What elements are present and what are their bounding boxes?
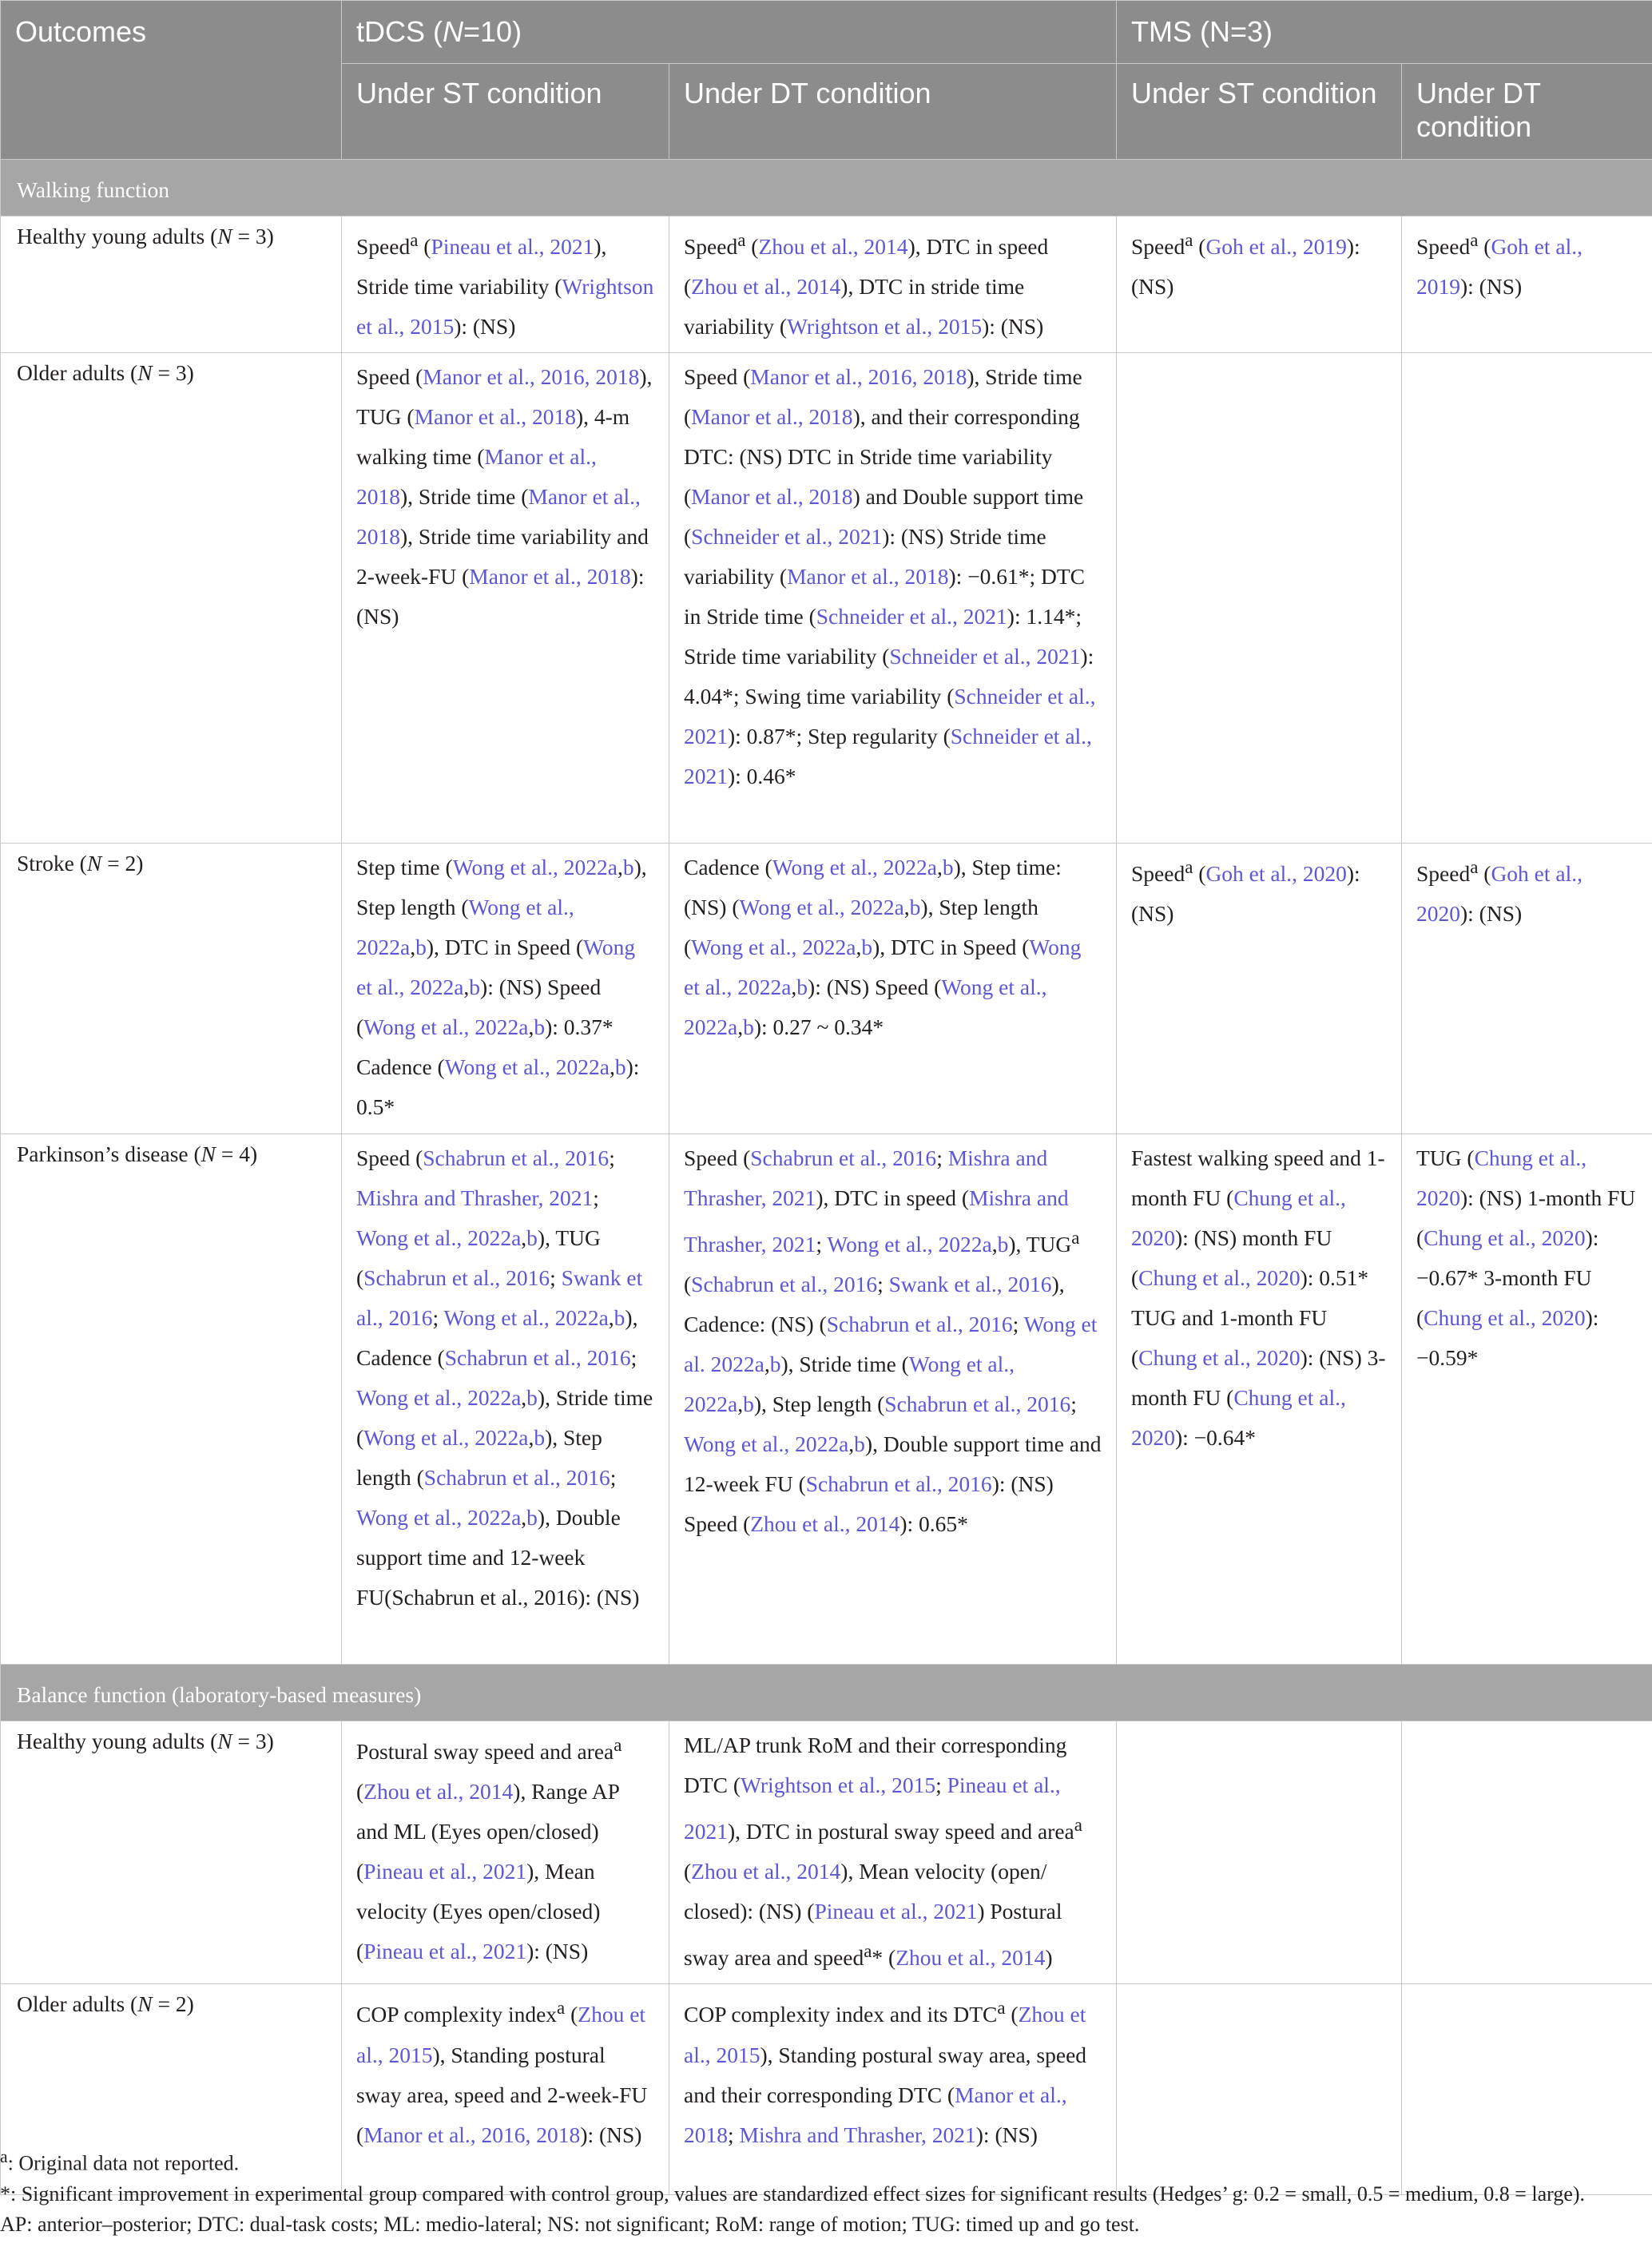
cell-text: TUG ( (1416, 1145, 1475, 1171)
cell-text: ), Stride time variability and 2-week-FU ( (356, 524, 649, 590)
citation-link[interactable]: Wong et al., 2022a (684, 975, 1047, 1040)
cell-text: Speed (356, 234, 411, 260)
citation-link[interactable]: Wrightson et al., 2015 (787, 314, 983, 339)
header-tms: TMS (N=3) (1117, 1, 1652, 64)
cell-text: COP complexity index (356, 2002, 558, 2027)
cell-text: ( (356, 1779, 364, 1804)
cell-text: ): 0.37* Cadence ( (356, 1014, 614, 1080)
citation-link[interactable]: Schneider et al., 2021 (816, 604, 1007, 629)
cell-text: ; (728, 2122, 740, 2147)
cell-text: , (936, 855, 943, 880)
citation-link[interactable]: Wrightson et al., 2015 (356, 274, 654, 339)
cell-text: ): (NS) 1-month FU ( (1416, 1185, 1636, 1251)
citation-link[interactable]: b (614, 1054, 626, 1080)
citation-link[interactable]: Zhou et al., 2014 (691, 274, 841, 300)
cell-text: ; (432, 1305, 444, 1331)
cell-text: ), DTC in speed ( (684, 234, 1049, 300)
citation-link[interactable]: b (534, 1014, 546, 1040)
cell-text: ; (609, 1145, 615, 1171)
cell-text: ): (NS) Speed ( (808, 975, 942, 1000)
citation-link[interactable]: Wong et al., 2022a (684, 1431, 849, 1457)
citation-link[interactable]: Wong et al., 2022a (443, 1305, 609, 1331)
cell-tdcs-st (342, 844, 669, 1134)
cell-text: ; (816, 1232, 828, 1257)
cell-text: Speed ( (356, 364, 423, 390)
header-tdcs-st: Under ST condition (342, 64, 669, 160)
cell-text: ): (NS) Speed ( (684, 1471, 1054, 1537)
cell-text: ), Mean velocity (open/ closed): (NS) ( (684, 1859, 1047, 1924)
table-row (1, 1721, 1652, 1984)
cell-text: ( (684, 1272, 692, 1297)
cell-text: ( (1478, 234, 1491, 260)
cell-text: ), Step time: (NS) ( (684, 855, 1062, 920)
row-label: Older adults (N = 2) (1, 1984, 342, 2195)
cell-text: Step time ( (356, 855, 453, 880)
cell-text: Speed (1131, 234, 1185, 260)
cell-text: ), Stride time ( (400, 484, 529, 510)
cell-text: ): (NS) (982, 314, 1044, 339)
citation-link[interactable]: Wong et al., 2022a (356, 1385, 522, 1411)
cell-text: , (856, 935, 862, 960)
citation-link[interactable]: Zhou et al., 2014 (691, 1859, 841, 1884)
cell-tdcs-dt (669, 1134, 1117, 1665)
cell-text: ), Step length ( (356, 1425, 602, 1491)
citation-link[interactable]: Zhou et al., 2014 (758, 234, 908, 260)
cell-text: ), Step length ( (753, 1392, 885, 1417)
cell-text: ): (NS) (454, 314, 516, 339)
cell-text: ) Postural sway area and speed (684, 1899, 1062, 1971)
cell-text: , (521, 1225, 527, 1251)
superscript-mark: a (737, 230, 746, 250)
citation-link[interactable]: Schabrun et al., 2016 (884, 1392, 1071, 1417)
cell-text: ): 0.65* (899, 1511, 968, 1537)
citation-link[interactable]: b (769, 1352, 781, 1377)
cell-text: ): (NS) (1460, 901, 1523, 927)
cell-text: , (737, 1014, 744, 1040)
citation-link[interactable]: Chung et al., 2020 (1131, 1185, 1346, 1251)
superscript-mark: a (614, 1735, 622, 1756)
citation-link[interactable]: b (743, 1392, 754, 1417)
citation-link[interactable]: Schabrun et al., 2016 (691, 1272, 878, 1297)
citation-link[interactable]: Manor et al., 2018 (356, 444, 597, 510)
citation-link[interactable]: Chung et al., 2020 (1416, 1145, 1587, 1211)
citation-link[interactable]: Zhou et al., 2015 (356, 2002, 646, 2067)
row-label: Healthy young adults (N = 3) (1, 216, 342, 353)
cell-text: ), Stride time ( (684, 364, 1082, 430)
superscript-mark: a (1185, 857, 1193, 878)
cell-text: ), TUG ( (356, 1225, 601, 1291)
footnote-a: $^a$: Original data not reported. (0, 2147, 240, 2175)
citation-link[interactable]: Wong et al., 2022a (691, 935, 856, 960)
footnote-abbreviations: AP: anterior–posterior; DTC: dual-task costs; ML: medio-lateral; NS: not significant; RoM: range of motion; TUG: timed up and go test. (0, 2212, 1140, 2236)
citation-link[interactable]: Swank et al., 2016 (888, 1272, 1052, 1297)
cell-tdcs-dt (669, 844, 1117, 1134)
cell-text: ): −0.59* (1416, 1305, 1599, 1371)
citation-link[interactable]: b (942, 855, 954, 880)
citation-link[interactable]: b (909, 895, 921, 920)
cell-text: ): −0.67* 3-month FU ( (1416, 1225, 1599, 1331)
cell-tms-dt (1402, 844, 1652, 1134)
superscript-mark: a (1071, 1228, 1080, 1249)
cell-text: ( (684, 1859, 692, 1884)
footnote-significance: *: Significant improvement in experimental group compared with control group, values are standardized effect sizes for significant results (Hedges’ g: 0.2 = small, 0.5 = medium, 0.8 = large). (0, 2182, 1586, 2205)
cell-text: , (521, 1385, 527, 1411)
cell-tdcs-st (342, 1134, 669, 1665)
citation-link[interactable]: Swank et al., 2016 (356, 1265, 643, 1331)
header-outcomes: Outcomes (1, 1, 342, 160)
cell-text: ): (NS) (1460, 274, 1523, 300)
citation-link[interactable]: Pineau et al., 2021 (363, 1859, 527, 1884)
citation-link[interactable]: b (622, 855, 634, 880)
cell-text: ), DTC in Speed ( (426, 935, 584, 960)
table-row (1, 1134, 1652, 1665)
cell-text: Speed ( (684, 1145, 751, 1171)
cell-text: Speed ( (356, 1145, 423, 1171)
cell-text: ; (935, 1773, 947, 1798)
citation-link[interactable]: b (469, 975, 481, 1000)
citation-link[interactable]: Zhou et al., 2014 (363, 1779, 514, 1804)
cell-text: ; (1070, 1392, 1077, 1417)
header-tms-st: Under ST condition (1117, 64, 1402, 160)
cell-text: * ( (872, 1945, 896, 1971)
cell-text: , (903, 895, 910, 920)
cell-text: ): (NS) (975, 2122, 1038, 2147)
cell-text: ): (NS) (1131, 234, 1360, 300)
citation-link[interactable]: Manor et al., 2018 (469, 564, 631, 590)
cell-text: ( (745, 234, 759, 260)
citation-link[interactable]: Wong et al., 2022a (739, 895, 904, 920)
superscript-mark: a (557, 1998, 566, 2019)
row-label: Healthy young adults (N = 3) (1, 1721, 342, 1984)
cell-text: ): 1.14*; Stride time variability ( (684, 604, 1082, 669)
cell-text: , (521, 1505, 527, 1531)
citation-link[interactable]: b (614, 1305, 625, 1331)
cell-text: Postural sway speed and area (356, 1739, 614, 1765)
cell-tms-st (1117, 1721, 1402, 1984)
cell-text: ( (1005, 2002, 1019, 2027)
citation-link[interactable]: Schneider et al., 2021 (889, 644, 1081, 669)
citation-link[interactable]: b (854, 1431, 865, 1457)
cell-text: ): (NS) (526, 1939, 589, 1964)
citation-link[interactable]: Schabrun et al., 2016 (805, 1471, 992, 1497)
citation-link[interactable]: Manor et al., 2018 (684, 2082, 1067, 2147)
citation-link[interactable]: b (743, 1014, 754, 1040)
citation-link[interactable]: b (861, 935, 873, 960)
citation-link[interactable]: b (796, 975, 808, 1000)
superscript-mark: a (1185, 230, 1193, 250)
cell-text: ): 0.51* TUG and 1-month FU ( (1131, 1265, 1369, 1371)
cell-text: ): (NS) (356, 564, 645, 629)
citation-link[interactable]: Mishra and Thrasher, 2021 (739, 2122, 976, 2147)
cell-tms-st (1117, 216, 1402, 353)
cell-text: ( (1478, 861, 1491, 887)
cell-text: ), DTC in Speed ( (872, 935, 1030, 960)
citation-link[interactable]: Manor et al., 2016, 2018 (423, 364, 640, 390)
cell-text: Speed (1416, 234, 1471, 260)
cell-text: ) (1045, 1945, 1053, 1971)
cell-tdcs-st (342, 216, 669, 353)
citation-link[interactable]: Manor et al., 2018 (787, 564, 949, 590)
table-footnotes (0, 2142, 1646, 2240)
citation-link[interactable]: Mishra and Thrasher, 2021 (356, 1185, 594, 1211)
citation-link[interactable]: Schneider et al., 2021 (684, 684, 1096, 749)
cell-text: ): 4.04*; Swing time variability ( (684, 644, 1094, 709)
citation-link[interactable]: Pineau et al., 2021 (431, 234, 594, 260)
citation-link[interactable]: Manor et al., 2016, 2018 (363, 2122, 581, 2147)
table-row (1, 353, 1652, 844)
table-row (1, 844, 1652, 1134)
cell-text: ), Step length ( (684, 895, 1038, 960)
cell-text: , (410, 935, 416, 960)
citation-link[interactable]: Zhou et al., 2014 (750, 1511, 900, 1537)
cell-text: ), 4-m walking time ( (356, 404, 630, 470)
citation-link[interactable]: Wong et al., 2022a (356, 935, 636, 1000)
citation-link[interactable]: Wong et al., 2022a (772, 855, 937, 880)
cell-text: ): (NS) 3-month FU ( (1131, 1345, 1386, 1411)
cell-text: ): −0.61*; DTC in Stride time ( (684, 564, 1086, 629)
cell-text: , (991, 1232, 998, 1257)
cell-text: Speed ( (684, 364, 751, 390)
citation-link[interactable]: Wong et al., 2022a (363, 1425, 529, 1451)
cell-text: Schabrun et al., 2016 (391, 1585, 578, 1610)
row-label: Older adults (N = 3) (1, 353, 342, 844)
citation-link[interactable]: b (997, 1232, 1009, 1257)
citation-link[interactable]: Schabrun et al., 2016 (363, 1265, 550, 1291)
cell-text: , (528, 1425, 534, 1451)
citation-link[interactable]: Chung et al., 2020 (1424, 1305, 1586, 1331)
cell-text: ): 0.27 ~ 0.34* (753, 1014, 884, 1040)
cell-text: , (608, 1305, 614, 1331)
cell-text: Speed (1416, 861, 1471, 887)
cell-text: ): (NS) Speed ( (356, 975, 602, 1040)
citation-link[interactable]: Manor et al., 2018 (414, 404, 576, 430)
cell-tms-st (1117, 1134, 1402, 1665)
citation-link[interactable]: Wong et al., 2022a (444, 1054, 610, 1080)
citation-link[interactable]: Manor et al., 2018 (356, 484, 641, 550)
cell-text: ): (NS) month FU ( (1131, 1225, 1332, 1291)
cell-text: ), Stride time ( (356, 1385, 653, 1451)
cell-text: ): 0.87*; Step regularity ( (728, 724, 951, 749)
cell-text: ): (NS) (578, 1585, 640, 1610)
cell-text: ), DTC in stride time variability ( (684, 274, 1025, 339)
cell-text: ), Step length ( (356, 855, 647, 920)
superscript-mark: a (410, 230, 419, 250)
row-label: Stroke (N = 2) (1, 844, 342, 1134)
cell-tms-st (1117, 353, 1402, 844)
citation-link[interactable]: Schabrun et al., 2016 (444, 1345, 631, 1371)
citation-link[interactable]: Manor et al., 2018 (691, 484, 853, 510)
cell-text: ): (NS) Stride time variability ( (684, 524, 1046, 590)
cell-text: ), Double support time and 12-week FU( (356, 1505, 621, 1610)
citation-link[interactable]: Goh et al., 2020 (1205, 861, 1347, 887)
cell-text: ): (NS) (1131, 861, 1360, 927)
superscript-mark: a (1470, 857, 1479, 878)
citation-link[interactable]: Goh et al., 2019 (1205, 234, 1347, 260)
header-tdcs: tDCS (N=10) (342, 1, 1117, 64)
citation-link[interactable]: Goh et al., 2020 (1416, 861, 1583, 927)
cell-text: ( (1193, 234, 1206, 260)
cell-text: ), DTC in postural sway speed and area (728, 1819, 1074, 1844)
cell-text: ): (NS) (580, 2122, 642, 2147)
cell-text: ; (936, 1145, 948, 1171)
cell-text: ), DTC in speed ( (816, 1185, 970, 1211)
citation-link[interactable]: Wong et al., 2022a (684, 1352, 1015, 1417)
cell-text: ), Mean velocity (Eyes open/closed) ( (356, 1859, 601, 1964)
cell-text: , (609, 1054, 615, 1080)
superscript-mark: a (1074, 1815, 1082, 1836)
citation-link[interactable]: Schabrun et al., 2016 (826, 1312, 1013, 1337)
header-tms-dt: Under DT condition (1402, 64, 1652, 160)
cell-text: , (791, 975, 797, 1000)
cell-text: ), Double support time and 12-week FU ( (684, 1431, 1102, 1497)
cell-text: ), Cadence ( (356, 1305, 638, 1371)
citation-link[interactable]: Schabrun et al., 2016 (423, 1465, 610, 1491)
cell-tdcs-dt (669, 216, 1117, 353)
cell-text: ), Stride time ( (780, 1352, 909, 1377)
cell-text: , (764, 1352, 770, 1377)
cell-tms-dt (1402, 1721, 1652, 1984)
cell-text: , (463, 975, 470, 1000)
cell-text: ML/AP trunk RoM and their corresponding DTC ( (684, 1733, 1067, 1798)
citation-link[interactable]: Wong et al., 2022a (363, 1014, 529, 1040)
cell-text: ( (1193, 861, 1206, 887)
cell-text: ( (565, 2002, 578, 2027)
citation-link[interactable]: b (526, 1225, 538, 1251)
superscript-mark: a (864, 1941, 872, 1962)
citation-link[interactable]: Wong et al., 2022a (827, 1232, 992, 1257)
cell-text: ), Standing postural sway area, speed and their corresponding DTC ( (684, 2042, 1087, 2107)
citation-link[interactable]: Pineau et al., 2021 (814, 1899, 978, 1924)
cell-text: COP complexity index and its DTC (684, 2002, 998, 2027)
cell-text: ), Cadence: (NS) ( (684, 1272, 1065, 1337)
cell-text: ), Standing postural sway area, speed and 2-week-FU ( (356, 2042, 648, 2147)
citation-link[interactable]: Wrightson et al., 2015 (741, 1773, 936, 1798)
citation-link[interactable]: b (526, 1385, 538, 1411)
citation-link[interactable]: Wong et al., 2022a (452, 855, 618, 880)
citation-link[interactable]: Wong et al., 2022a (356, 1225, 522, 1251)
cell-tdcs-st (342, 1721, 669, 1984)
citation-link[interactable]: Pineau et al., 2021 (363, 1939, 527, 1964)
cell-text: ), Stride time variability ( (356, 234, 607, 300)
cell-text: ; (593, 1185, 599, 1211)
cell-text: ): 0.46* (728, 764, 796, 789)
cell-tdcs-st (342, 353, 669, 844)
cell-text: ): −0.64* (1175, 1425, 1257, 1451)
citation-link[interactable]: b (415, 935, 427, 960)
cell-text: Speed (684, 234, 738, 260)
cell-tdcs-dt (669, 353, 1117, 844)
citation-link[interactable]: Manor et al., 2018 (691, 404, 853, 430)
citation-link[interactable]: Mishra and Thrasher, 2021 (684, 1145, 1048, 1211)
citation-link[interactable]: Manor et al., 2016, 2018 (750, 364, 967, 390)
header-tdcs-dt: Under DT condition (669, 64, 1117, 160)
citation-link[interactable]: Wong et al., 2022a (356, 1505, 522, 1531)
superscript-mark: a (1470, 230, 1479, 250)
cell-text: Speed (1131, 861, 1185, 887)
cell-text: ; (1012, 1312, 1024, 1337)
cell-tms-dt (1402, 216, 1652, 353)
citation-link[interactable]: Chung et al., 2020 (1138, 1345, 1301, 1371)
cell-text: ), TUG (1008, 1232, 1072, 1257)
citation-link[interactable]: Chung et al., 2020 (1131, 1385, 1346, 1451)
section-balance: Balance function (laboratory-based measures) (1, 1665, 1652, 1721)
cell-text: ), Range AP and ML (Eyes open/closed) ( (356, 1779, 619, 1884)
cell-tms-st (1117, 844, 1402, 1134)
citation-link[interactable]: Wong et al., 2022a (356, 895, 574, 960)
citation-link[interactable]: Wong et al., 2022a (684, 935, 1082, 1000)
row-label: Parkinson’s disease (N = 4) (1, 1134, 342, 1665)
table-row (1, 216, 1652, 353)
cell-tms-dt (1402, 1134, 1652, 1665)
cell-text: Cadence ( (684, 855, 772, 880)
citation-link[interactable]: Schabrun et al., 2016 (750, 1145, 937, 1171)
superscript-mark: a (997, 1998, 1006, 2019)
citation-link[interactable]: Goh et al., 2019 (1416, 234, 1583, 300)
cell-tms-dt (1402, 353, 1652, 844)
cell-text: ( (418, 234, 431, 260)
citation-link[interactable]: Chung et al., 2020 (1138, 1265, 1301, 1291)
cell-text: ; (550, 1265, 562, 1291)
citation-link[interactable]: Schneider et al., 2021 (691, 524, 883, 550)
section-walking: Walking function (1, 160, 1652, 216)
citation-link[interactable]: b (534, 1425, 546, 1451)
cell-text: , (848, 1431, 855, 1457)
citation-link[interactable]: Zhou et al., 2015 (684, 2002, 1086, 2067)
cell-text: , (737, 1392, 744, 1417)
cell-text: , (528, 1014, 534, 1040)
citation-link[interactable]: Schabrun et al., 2016 (423, 1145, 610, 1171)
citation-link[interactable]: Mishra and Thrasher, 2021 (684, 1185, 1069, 1257)
cell-text: ), TUG ( (356, 364, 653, 430)
cell-tdcs-dt (669, 1721, 1117, 1984)
cell-text: ; (610, 1465, 617, 1491)
cell-text: ; (877, 1272, 889, 1297)
cell-text: Fastest walking speed and 1-month FU ( (1131, 1145, 1385, 1211)
cell-text: , (617, 855, 623, 880)
cell-text: ; (630, 1345, 637, 1371)
citation-link[interactable]: Zhou et al., 2014 (895, 1945, 1046, 1971)
citation-link[interactable]: Pineau et al., 2021 (684, 1773, 1061, 1844)
citation-link[interactable]: b (526, 1505, 538, 1531)
citation-link[interactable]: Wong et al. 2022a (684, 1312, 1098, 1377)
citation-link[interactable]: Schneider et al., 2021 (684, 724, 1092, 789)
cell-text: ), and their corresponding DTC: (NS) DTC in Stride time variability ( (684, 404, 1080, 510)
citation-link[interactable]: Chung et al., 2020 (1424, 1225, 1586, 1251)
cell-text: ) and Double support time ( (684, 484, 1084, 550)
cell-text: ): 0.5* (356, 1054, 640, 1120)
